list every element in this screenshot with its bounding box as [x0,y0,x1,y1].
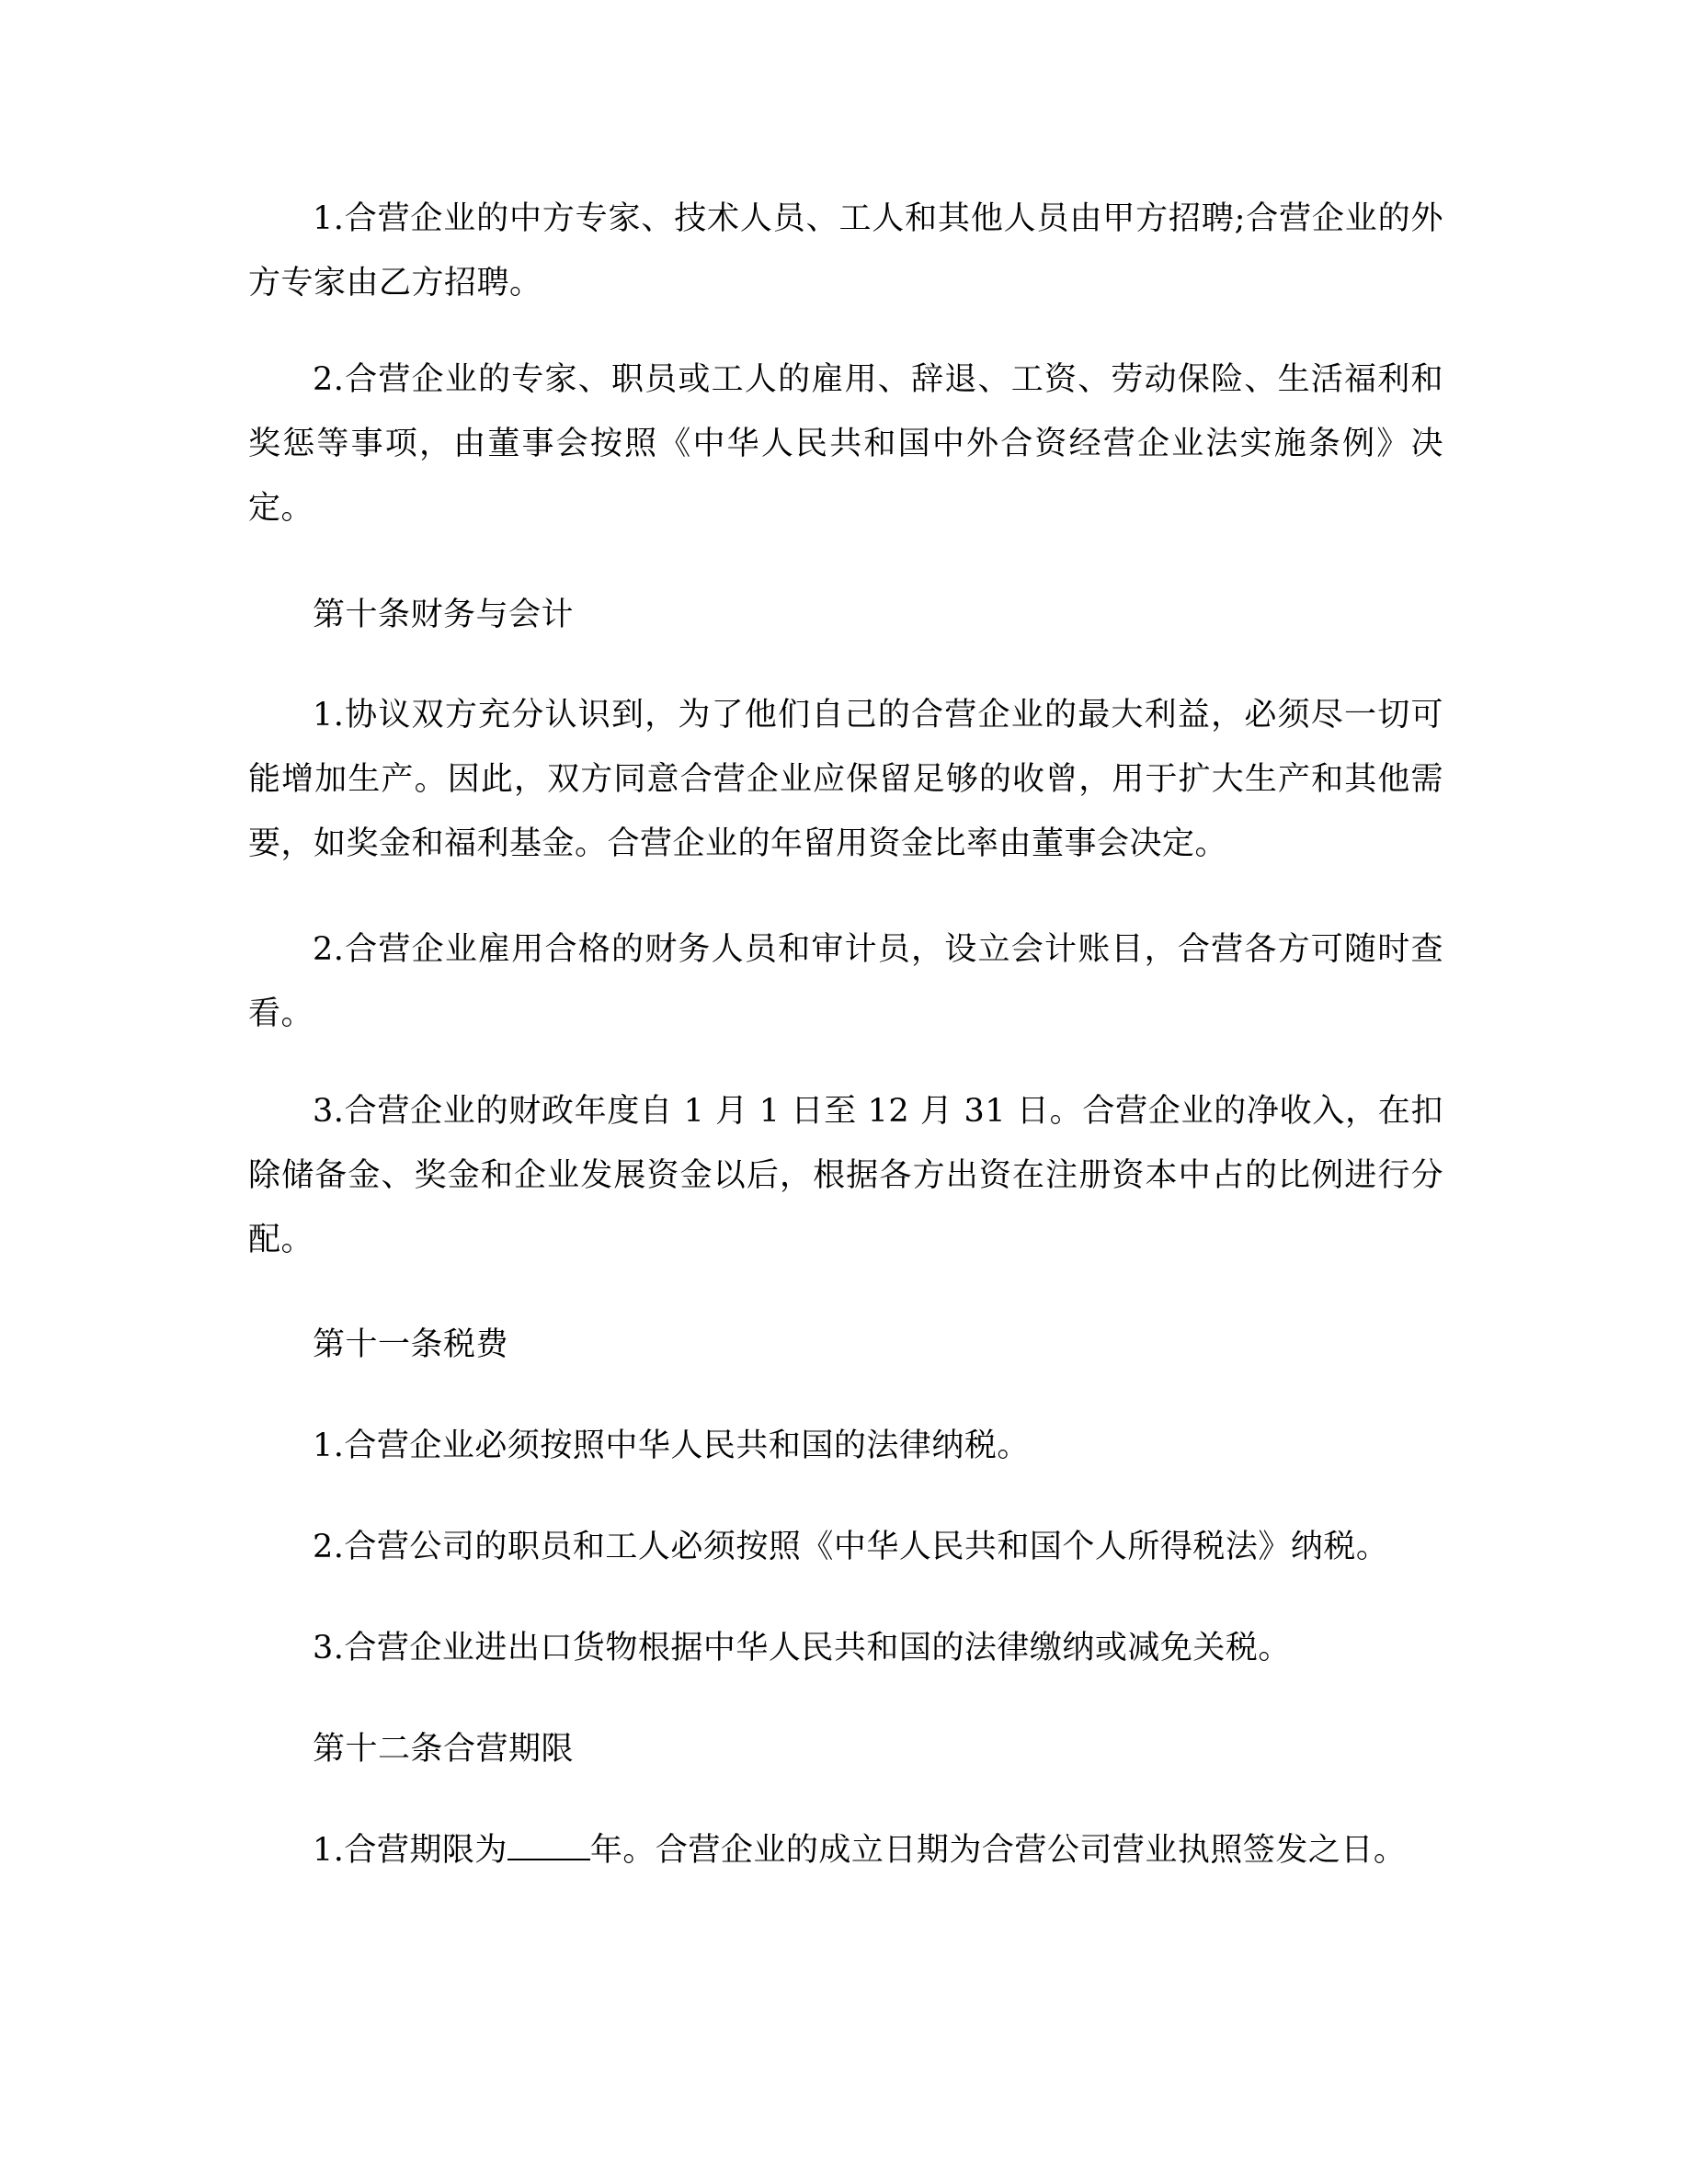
paragraph-income-tax: 2.合营公司的职员和工人必须按照《中华人民共和国个人所得税法》纳税。 [313,1529,1389,1565]
term-years-blank [508,1827,590,1860]
paragraph-accounting-staff: 2.合营企业雇用合格的财务人员和审计员，设立会计账目，合营各方可随时查看。 [248,931,1443,1032]
heading-article-11: 第十一条税费 [313,1326,509,1363]
term-text-before: 1.合营期限为 [313,1832,508,1869]
paragraph-tax-law: 1.合营企业必须按照中华人民共和国的法律纳税。 [313,1428,1030,1464]
heading-article-10: 第十条财务与会计 [313,597,575,633]
paragraph-customs-duties: 3.合营企业进出口货物根据中华人民共和国的法律缴纳或减免关税。 [313,1630,1291,1666]
paragraph-term [313,1818,1471,1883]
paragraph-employment-matters: 2.合营企业的专家、职员或工人的雇用、辞退、工资、劳动保险、生活福利和奖惩等事项，由董事会按照《中华人民共和国中外合资经营企业法实施条例》决定。 [248,361,1443,527]
paragraph-staff-recruitment: 1.合营企业的中方专家、技术人员、工人和其他人员由甲方招聘;合营企业的外方专家由乙方招聘。 [248,200,1443,301]
paragraph-retained-funds: 1.协议双方充分认识到，为了他们自己的合营企业的最大利益，必须尽一切可能增加生产。因此，双方同意合营企业应保留足够的收曾，用于扩大生产和其他需要，如奖金和福利基金。合营企业的年留用资金比率由董事会决定。 [248,697,1443,862]
heading-article-12: 第十二条合营期限 [313,1731,575,1768]
paragraph-fiscal-year: 3.合营企业的财政年度自 1 月 1 日至 12 月 31 日。合营企业的净收入，在扣除储备金、奖金和企业发展资金以后，根据各方出资在注册资本中占的比例进行分配。 [248,1093,1443,1258]
term-text-after: 年。合营企业的成立日期为合营公司营业执照签发之日。 [589,1832,1407,1869]
